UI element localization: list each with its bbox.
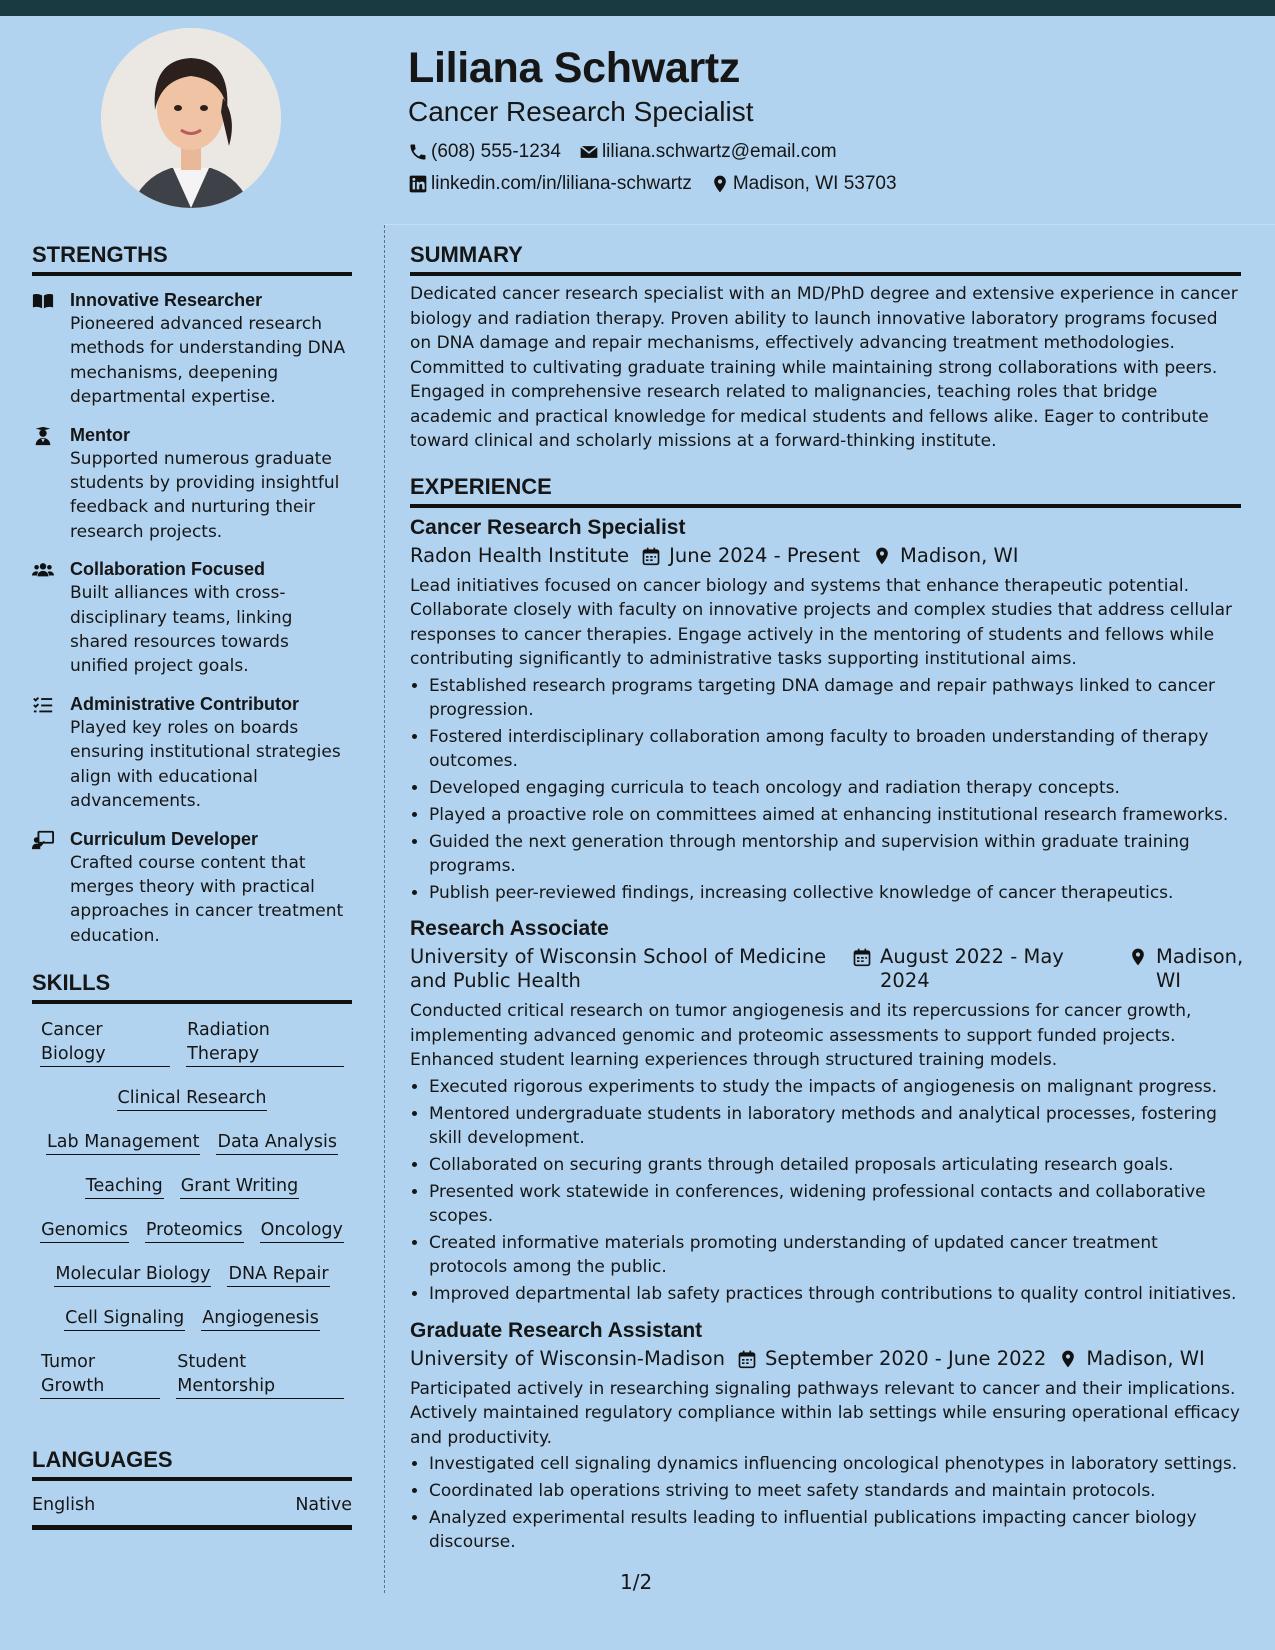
job-title: Research Associate	[410, 917, 609, 941]
job-description: Conducted critical research on tumor angiogenesis and its repercussions for cancer growth, implementing advanced genomic and proteomic assessments to support funded projects. Enhanced student learning experiences through structured training models.	[410, 1001, 1192, 1071]
skill-tag: Student Mentorship	[176, 1350, 344, 1399]
linkedin-text: linkedin.com/in/liliana-schwartz	[431, 173, 692, 194]
bullet-item: • Coordinated lab operations striving to meet safety standards and maintain protocols.	[429, 1479, 1241, 1503]
phone-icon	[408, 142, 428, 162]
strength-item	[32, 423, 352, 545]
skill-tag: Grant Writing	[180, 1174, 300, 1199]
job-org: University of Wisconsin School of Medicine and Public Health	[410, 945, 827, 993]
bullet-item: • Mentored undergraduate students in laboratory methods and analytical processes, fostering skill development.	[429, 1102, 1241, 1150]
skill-tag: Oncology	[260, 1218, 344, 1243]
skill-tag: Teaching	[85, 1174, 164, 1199]
phone-text: (608) 555-1234	[431, 141, 561, 162]
skill-tag: Proteomics	[145, 1218, 244, 1243]
job-meta	[410, 945, 1244, 993]
job-description: Participated actively in researching signaling pathways relevant to cancer and their implications. Actively maintained regulatory compliance within lab settings while ensuring operational efficacy and productivity.	[410, 1378, 1240, 1448]
experience-heading: EXPERIENCE	[410, 472, 1241, 508]
email-contact[interactable]	[579, 141, 837, 163]
language-name: English	[32, 1495, 96, 1516]
language-level: Native	[295, 1495, 352, 1516]
job-bullets	[410, 674, 1241, 906]
skill-tag: Data Analysis	[216, 1130, 337, 1155]
candidate-name: Liliana Schwartz	[408, 44, 741, 92]
calendar-icon	[852, 947, 872, 967]
skill-tag: DNA Repair	[227, 1262, 329, 1287]
strength-item	[32, 692, 352, 814]
strength-desc: Pioneered advanced research methods for understanding DNA mechanisms, deepening departmental expertise.	[70, 314, 346, 408]
strength-item	[32, 557, 352, 679]
skill-tag: Genomics	[40, 1218, 129, 1243]
chalkboard-teacher-icon	[32, 829, 54, 851]
bullet-item: • Developed engaging curricula to teach oncology and radiation therapy concepts.	[429, 776, 1241, 800]
job-dates: June 2024 - Present	[669, 543, 861, 567]
page-number: 1/2	[620, 1570, 653, 1594]
right-column	[410, 240, 1244, 1557]
envelope-icon	[579, 142, 599, 162]
language-item	[32, 1481, 352, 1530]
phone-contact[interactable]	[408, 141, 561, 163]
job-location: Madison, WI	[900, 543, 1019, 567]
job-entry	[410, 1317, 1241, 1555]
skill-tag: Cell Signaling	[64, 1306, 185, 1331]
summary-heading: SUMMARY	[410, 240, 1241, 276]
strength-title: Administrative Contributor	[70, 693, 300, 714]
job-meta	[410, 1347, 1241, 1371]
skills-list	[32, 1018, 352, 1399]
strength-desc: Played key roles on boards ensuring institutional strategies align with educational advancements.	[70, 717, 341, 812]
bullet-item: • Established research programs targeting DNA damage and repair pathways linked to cancer progression.	[429, 674, 1241, 722]
languages-heading: LANGUAGES	[32, 1445, 352, 1481]
strength-desc: Supported numerous graduate students by providing insightful feedback and nurturing their research projects.	[70, 448, 340, 542]
job-dates: September 2020 - June 2022	[765, 1346, 1047, 1370]
strength-desc: Crafted course content that merges theory with practical approaches in cancer treatment education.	[70, 852, 344, 946]
job-entry	[410, 915, 1244, 1306]
job-title: Cancer Research Specialist	[410, 515, 686, 539]
bullet-item: • Analyzed experimental results leading to influential publications impacting cancer biology discourse.	[429, 1506, 1241, 1554]
top-accent-bar	[0, 0, 1275, 16]
strengths-heading: STRENGTHS	[32, 240, 352, 276]
bullet-item: • Guided the next generation through mentorship and supervision within graduate training programs.	[429, 830, 1241, 878]
skills-heading: SKILLS	[32, 968, 352, 1004]
calendar-icon	[641, 546, 661, 566]
strength-item	[32, 827, 352, 949]
job-org: Radon Health Institute	[410, 543, 630, 567]
skill-tag: Cancer Biology	[40, 1018, 170, 1067]
contact-row-1	[408, 136, 1248, 168]
linkedin-icon	[408, 174, 428, 194]
linkedin-contact[interactable]	[408, 173, 692, 195]
column-divider	[384, 225, 385, 1593]
job-entry	[410, 514, 1241, 906]
map-pin-icon	[1128, 947, 1148, 967]
skill-tag: Radiation Therapy	[186, 1018, 344, 1067]
job-dates: August 2022 - May 2024	[880, 945, 1064, 993]
skill-tag: Lab Management	[46, 1130, 200, 1155]
bullet-item: • Presented work statewide in conferences, widening professional contacts and collaborative scopes.	[429, 1180, 1241, 1228]
candidate-title: Cancer Research Specialist	[408, 96, 754, 127]
bullet-item: • Created informative materials promoting understanding of updated cancer treatment protocols among the public.	[429, 1231, 1241, 1279]
bullet-item: • Publish peer-reviewed findings, increasing collective knowledge of cancer therapeutics.	[429, 881, 1241, 905]
strength-title: Collaboration Focused	[70, 559, 266, 580]
contact-row-2	[408, 168, 1248, 200]
profile-photo	[101, 28, 281, 208]
job-title: Graduate Research Assistant	[410, 1318, 703, 1342]
job-bullets	[410, 1452, 1241, 1554]
users-icon	[32, 559, 54, 581]
strength-item	[32, 288, 352, 410]
resume-header	[408, 40, 1248, 200]
skill-tag: Molecular Biology	[54, 1262, 211, 1287]
book-open-icon	[32, 290, 54, 312]
bullet-item: • Investigated cell signaling dynamics influencing oncological phenotypes in laboratory settings.	[429, 1452, 1241, 1476]
summary-text: Dedicated cancer research specialist with an MD/PhD degree and extensive experience in cancer biology and radiation therapy. Proven ability to launch innovative laboratory programs focused on DNA damage and repair mechanisms, effectively advancing treatment methodologies. Committed to cultivating graduate training while maintaining strong collaborations with peers. Engaged in comprehensive research related to malignancies, teaching roles that bridge academic and practical knowledge for medical students and fellows alike. Eager to contribute toward clinical and scholarly missions at a forward-thinking institute.	[410, 284, 1238, 451]
strength-title: Mentor	[70, 424, 130, 445]
job-org: University of Wisconsin-Madison	[410, 1346, 725, 1370]
location-text: Madison, WI 53703	[732, 173, 897, 194]
bullet-item: • Collaborated on securing grants through detailed proposals articulating research goals.	[429, 1153, 1241, 1177]
bullet-item: • Fostered interdisciplinary collaboration among faculty to broaden understanding of therapy outcomes.	[429, 725, 1241, 773]
skill-tag: Angiogenesis	[201, 1306, 320, 1331]
left-column	[32, 240, 352, 1530]
list-check-icon	[32, 694, 54, 716]
job-location: Madison, WI	[1086, 1346, 1205, 1370]
job-bullets	[410, 1075, 1241, 1307]
job-meta	[410, 544, 1241, 568]
strength-title: Innovative Researcher	[70, 290, 263, 310]
bullet-item: • Executed rigorous experiments to study the impacts of angiogenesis on malignant progress.	[429, 1075, 1241, 1099]
strength-title: Curriculum Developer	[70, 828, 259, 849]
skill-tag: Clinical Research	[117, 1086, 268, 1111]
graduate-icon	[32, 425, 54, 447]
location-contact	[710, 173, 897, 195]
job-description: Lead initiatives focused on cancer biology and systems that enhance therapeutic potential. Collaborate closely with faculty on innovative projects and complex studies that address cellular responses to cancer therapies. Engage actively in the mentoring of students and fellows while contributing significantly to administrative tasks supporting institutional aims.	[410, 575, 1233, 669]
strength-desc: Built alliances with cross-disciplinary teams, linking shared resources towards unified project goals.	[70, 583, 293, 677]
map-pin-icon	[710, 174, 730, 194]
skill-tag: Tumor Growth	[40, 1350, 160, 1399]
strengths-list	[32, 288, 352, 948]
bullet-item: • Improved departmental lab safety practices through contributions to quality control initiatives.	[429, 1282, 1241, 1306]
map-pin-icon	[1058, 1349, 1078, 1369]
email-text: liliana.schwartz@email.com	[601, 141, 837, 162]
calendar-icon	[737, 1349, 757, 1369]
header-divider	[383, 224, 1275, 225]
map-pin-icon	[872, 546, 892, 566]
bullet-item: • Played a proactive role on committees aimed at enhancing institutional research frameworks.	[429, 803, 1241, 827]
job-location: Madison, WI	[1156, 945, 1244, 993]
